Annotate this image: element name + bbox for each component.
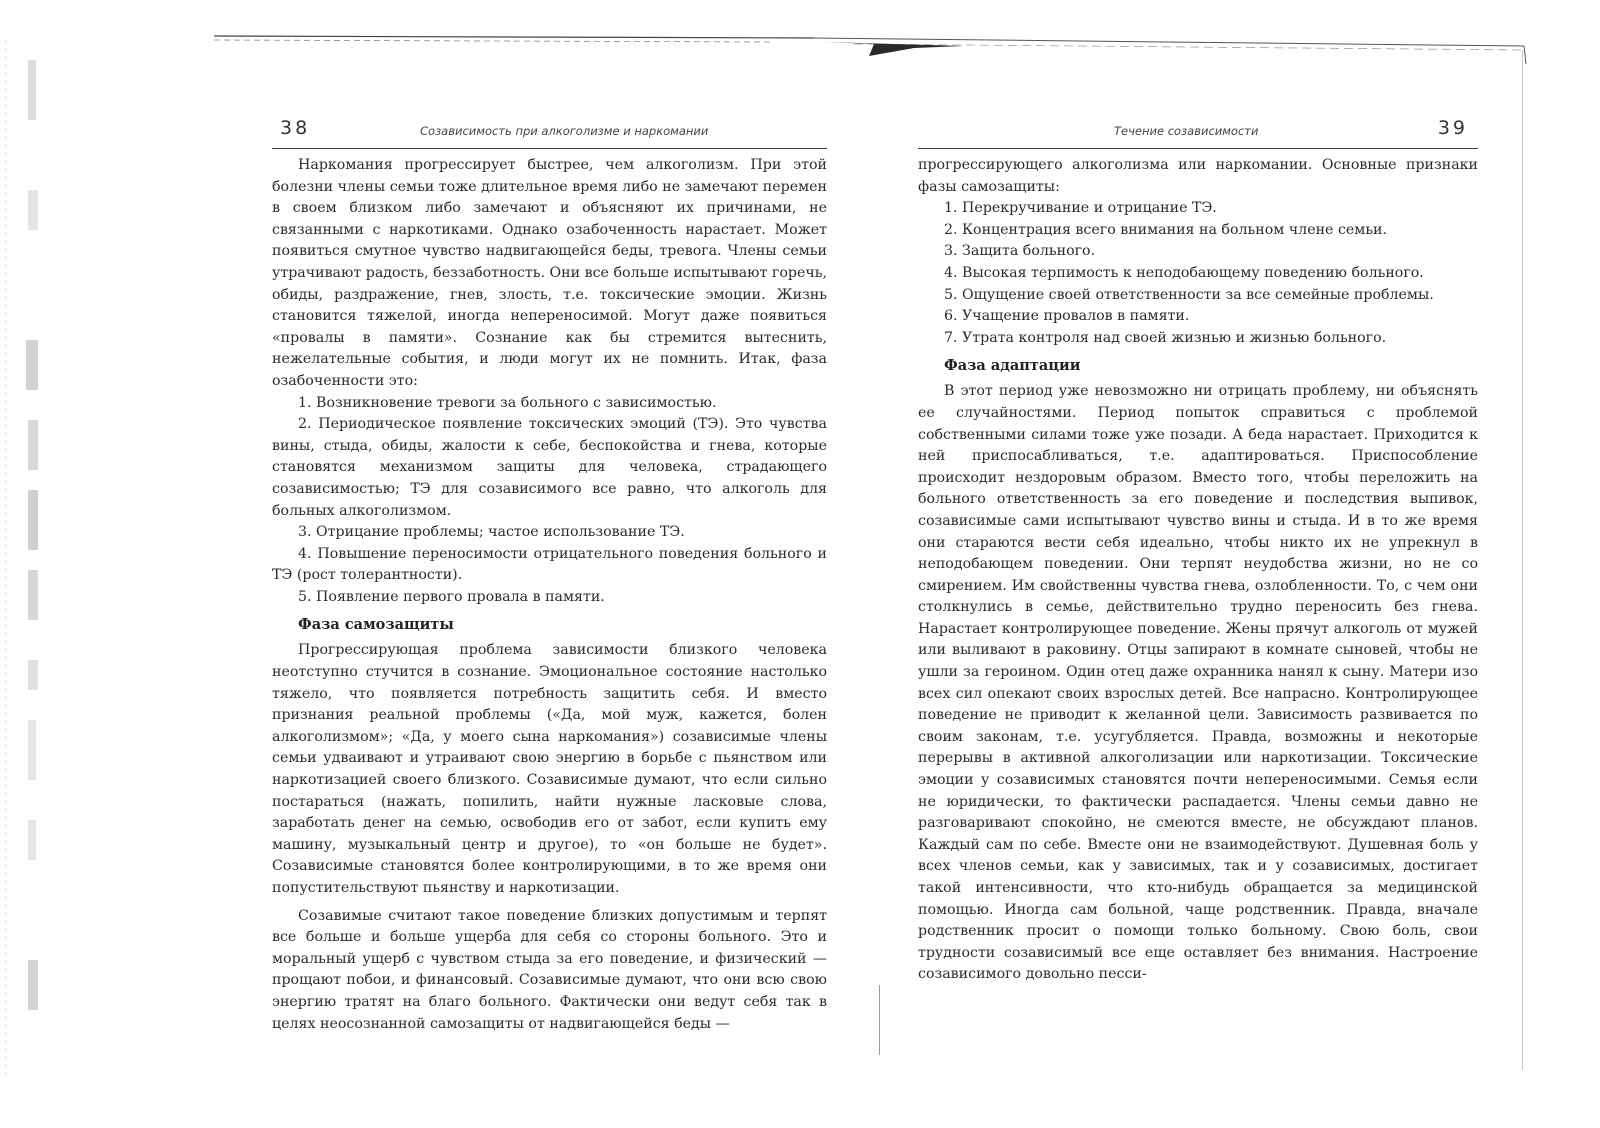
left-page-body: [272, 155, 827, 1035]
running-header: Течение созависимости: [1114, 124, 1259, 138]
paragraph: прогрессирующего алкоголизма или наркомании. Основные признаки фазы самозащиты:: [918, 157, 1478, 195]
left-page: [272, 114, 827, 1035]
list: [918, 198, 1478, 349]
list-item: 1. Перекручивание и отрицание ТЭ.: [944, 200, 1217, 217]
list-item: 2. Периодическое появление токсических эмоций (ТЭ). Это чувства вины, стыда, обиды, жалости к себе, беспокойства и гнева, которые становятся механизмом защиты для человека, страдающего созависимостью; ТЭ для созависимого все равно, что алкоголь для больных алкоголизмом.: [272, 416, 827, 519]
paragraph: Созавимые считают такое поведение близких допустимым и терпят все больше и больше ущерба для себя со стороны больного. Это и моральный ущерб с чувством стыда за его поведение, и физический — прощают побои, и финансовый. Созависимые думают, что они всю свою энергию тратят на благо больного. Фактически они ведут себя так в целях неосознанной самозащиты от надвигающейся беды —: [272, 907, 827, 1032]
left-page-header: [272, 114, 827, 149]
running-header: Созависимость при алкоголизме и наркомании: [420, 124, 709, 138]
list-item: 5. Появление первого провала в памяти.: [298, 588, 605, 605]
list-item: 5. Ощущение своей ответственности за все семейные проблемы.: [944, 286, 1434, 303]
section-heading: Фаза самозащиты: [298, 616, 454, 634]
list: [272, 393, 827, 609]
gutter-mark: [879, 985, 880, 1055]
list-item: 4. Повышение переносимости отрицательного поведения больного и ТЭ (рост толерантности).: [272, 545, 827, 584]
page-number: 39: [1437, 117, 1468, 139]
section-heading: Фаза адаптации: [944, 357, 1081, 375]
list-item: 2. Концентрация всего внимания на больном члене семьи.: [944, 221, 1388, 238]
list-item: 6. Учащение провалов в памяти.: [944, 308, 1190, 325]
list-item: 3. Защита больного.: [944, 243, 1096, 260]
paragraph: В этот период уже невозможно ни отрицать проблему, ни объяснять ее случайностями. Период попыток справиться с проблемой собственными силами тоже уже позади. А беда нарастает. Приходится к ней приспосабливаться, т.е. адаптироваться. Приспособление происходит нездоровым образом. Вместо того, чтобы переложить на больного ответственность за его поведение и последствия выпивок, созависимые сами испытывают чувство вины и стыда. И в то же время они стараются вести себя идеально, чтобы никто их не упрекнул в неподобающем поведении. Они терпят неудобства жизни, но не со смирением. Им свойственны чувства гнева, озлобленности. То, с чем они столкнулись в семье, действительно трудно переносить без гнева. Нарастает контролирующее поведение. Жены прячут алкоголь от мужей или выливают в раковину. Отцы запирают в комнате сыновей, чтобы не ушли за героином. Один отец даже охранника нанял к сыну. Матери изо всех сил опекают своих взрослых детей. Все напрасно. Контролирующее поведение не приводит к желанной цели. Зависимость развивается по своим законам, т.е. усугубляется. Правда, возможны и некоторые перерывы в активной алкоголизации или наркотизации. Токсические эмоции у созависимых становятся почти непереносимыми. Семья если не юридически, то фактически распадается. Члены семьи давно не разговаривают спокойно, не смеются вместе, не обсуждают планов. Каждый сам по себе. Вместе они не взаимодействуют. Душевная боль у всех членов семьи, как у зависимых, так и у созависимых, достигает такой интенсивности, что кто-нибудь обращается за медицинской помощью. Иногда сам больной, чаще родственник. Правда, вначале родственник просит о помощи только больному. Свою боль, свои трудности созависимый все еще оставляет без внимания. Настроение созависимого довольно песси-: [918, 383, 1478, 983]
right-page-header: [918, 114, 1478, 149]
list-item: 4. Высокая терпимость к неподобающему поведению больного.: [944, 264, 1424, 281]
paragraph: Наркомания прогрессирует быстрее, чем алкоголизм. При этой болезни члены семьи тоже длительное время либо не замечают перемен в своем близком либо замечают и объясняют их причинами, не связанными с наркотиками. Однако озабоченность нарастает. Может появиться смутное чувство надвигающейся беды, тревога. Члены семьи утрачивают радость, беззаботность. Они все больше испытывают горечь, обиды, раздражение, гнев, злость, т.е. токсические эмоции. Жизнь становится тяжелой, иногда непереносимой. Могут даже появиться «провалы в памяти». Сознание как бы стремится вытеснить, нежелательные события, и люди могут их не помнить. Итак, фаза озабоченности это:: [272, 157, 827, 389]
paragraph: Прогрессирующая проблема зависимости близкого человека неотступно стучится в сознание. Эмоциональное состояние настолько тяжело, что появляется потребность защитить себя. И вместо признания реальной проблемы («Да, мой муж, кажется, болен алкоголизмом»; «Да, у моего сына наркомания») созависимые члены семьи удваивают и утраивают свою энергию в борьбе с пьянством или наркотизацией своего близкого. Созависимые думают, что если сильно постараться (нажать, попилить, найти нужные ласковые слова, заработать денег на семью, освободив его от забот, если купить ему машину, музыкальный центр и другое), то «он больше не будет». Созависимые становятся более контролирующими, в то же время они попустительствуют пьянству и наркотизации.: [272, 642, 827, 896]
right-page: [918, 114, 1478, 986]
list-item: 1. Возникновение тревоги за больного с зависимостью.: [298, 394, 717, 411]
scan-left-margin: [0, 40, 52, 1080]
list-item: 3. Отрицание проблемы; частое использование ТЭ.: [298, 524, 685, 541]
list-item: 7. Утрата контроля над своей жизнью и жизнью больного.: [944, 329, 1387, 346]
page-number: 38: [280, 117, 311, 139]
scan-top-edge: [214, 34, 1532, 64]
scan-right-edge: [1522, 50, 1523, 1070]
right-page-body: [918, 155, 1478, 986]
